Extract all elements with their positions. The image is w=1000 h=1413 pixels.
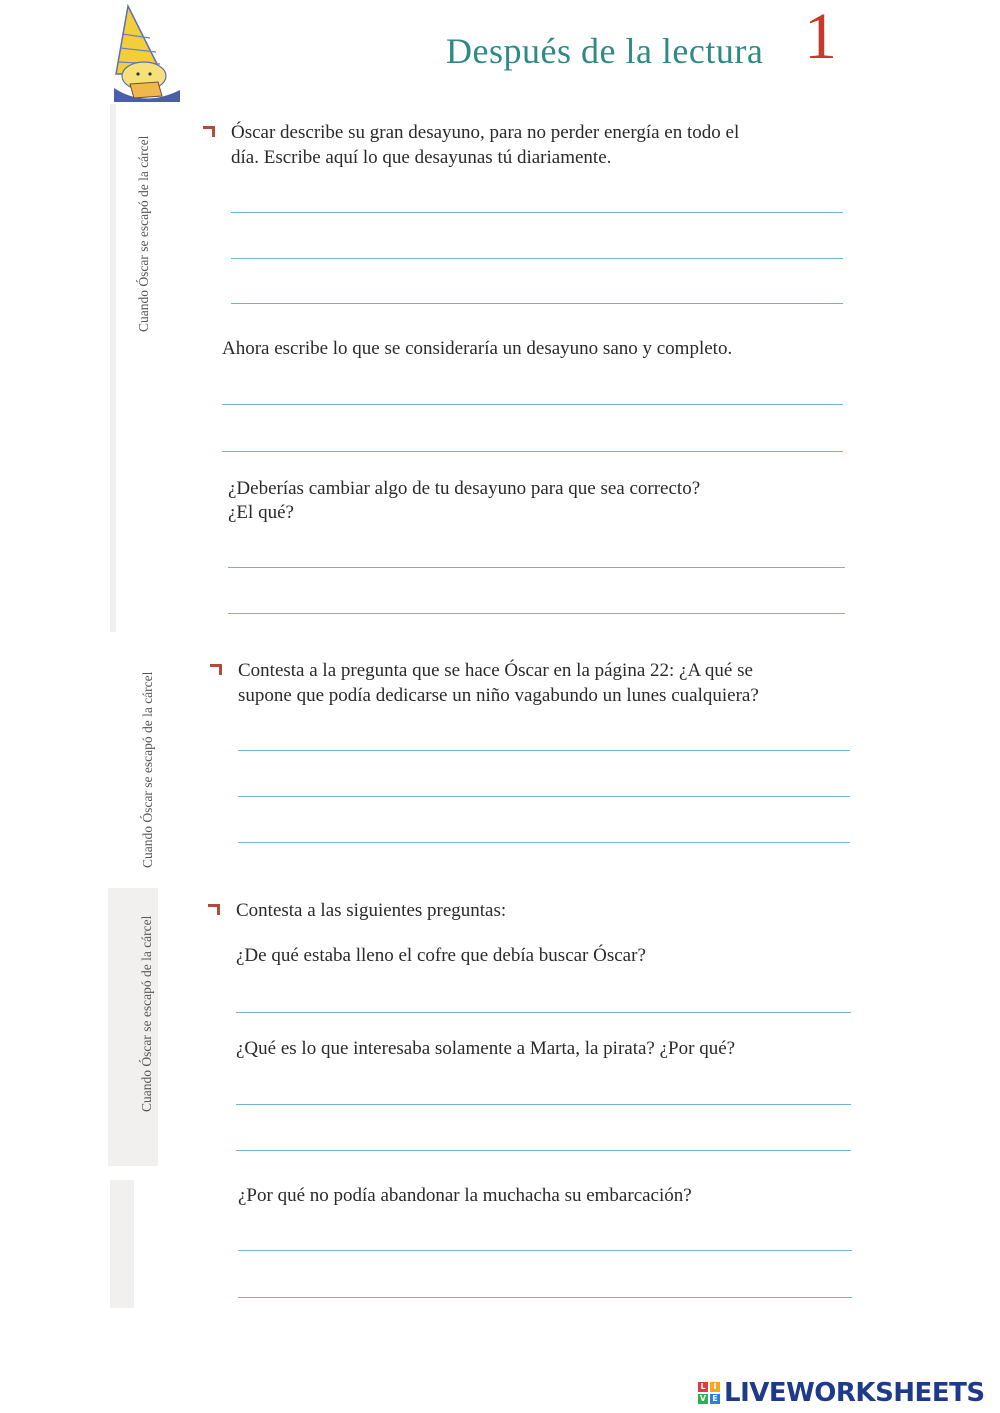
section2-line1: Ahora escribe lo que se consideraría un desayuno sano y completo. <box>222 338 733 359</box>
answer-line[interactable] <box>228 613 845 614</box>
answer-line[interactable] <box>236 1104 851 1105</box>
answer-line[interactable] <box>222 451 843 452</box>
answer-line[interactable] <box>228 567 845 568</box>
section4-line1: Contesta a la pregunta que se hace Óscar en la página 22: ¿A qué se <box>238 660 753 681</box>
answer-line[interactable] <box>238 796 850 797</box>
brand-name: LIVEWORKSHEETS <box>724 1378 985 1408</box>
liveworksheets-logo <box>698 1378 985 1408</box>
gnome-illustration <box>110 4 186 106</box>
margin-strip-1 <box>110 104 116 632</box>
section5-intro: Contesta a las siguientes preguntas: <box>236 900 507 921</box>
section-bullet <box>208 904 220 915</box>
margin-strip-3 <box>110 1180 134 1308</box>
answer-line[interactable] <box>231 212 843 213</box>
answer-line[interactable] <box>238 1297 852 1298</box>
side-label-3: Cuando Óscar se escapó de la cárcel <box>139 915 154 1112</box>
answer-line[interactable] <box>236 1012 851 1013</box>
section3-line1: ¿Deberías cambiar algo de tu desayuno para que sea correcto? <box>228 478 701 499</box>
answer-line[interactable] <box>236 1150 851 1151</box>
question-1: ¿De qué estaba lleno el cofre que debía buscar Óscar? <box>236 945 646 966</box>
question-2: ¿Qué es lo que interesaba solamente a Marta, la pirata? ¿Por qué? <box>236 1038 736 1059</box>
section3-line2: ¿El qué? <box>228 502 294 523</box>
answer-line[interactable] <box>238 1250 852 1251</box>
section4-line2: supone que podía dedicarse un niño vagabundo un lunes cualquiera? <box>238 685 759 706</box>
answer-line[interactable] <box>238 842 850 843</box>
page-title: Después de la lectura <box>446 31 764 71</box>
logo-tile-e: E <box>710 1394 720 1404</box>
side-label-2: Cuando Óscar se escapó de la cárcel <box>140 671 155 868</box>
answer-line[interactable] <box>231 303 843 304</box>
logo-tile-l: L <box>698 1382 708 1392</box>
page-number: 1 <box>804 0 837 73</box>
question-3: ¿Por qué no podía abandonar la muchacha su embarcación? <box>238 1185 692 1206</box>
logo-tile-v: V <box>699 1394 707 1403</box>
answer-line[interactable] <box>238 750 850 751</box>
section-bullet <box>203 126 215 137</box>
logo-icon <box>698 1382 720 1404</box>
answer-line[interactable] <box>231 258 843 259</box>
side-label-1: Cuando Óscar se escapó de la cárcel <box>136 135 151 332</box>
logo-tile-i: I <box>710 1382 720 1392</box>
section-bullet <box>210 664 222 675</box>
answer-line[interactable] <box>222 404 843 405</box>
section1-line1: Óscar describe su gran desayuno, para no perder energía en todo el <box>231 122 740 143</box>
section1-line2: día. Escribe aquí lo que desayunas tú diariamente. <box>231 147 612 168</box>
